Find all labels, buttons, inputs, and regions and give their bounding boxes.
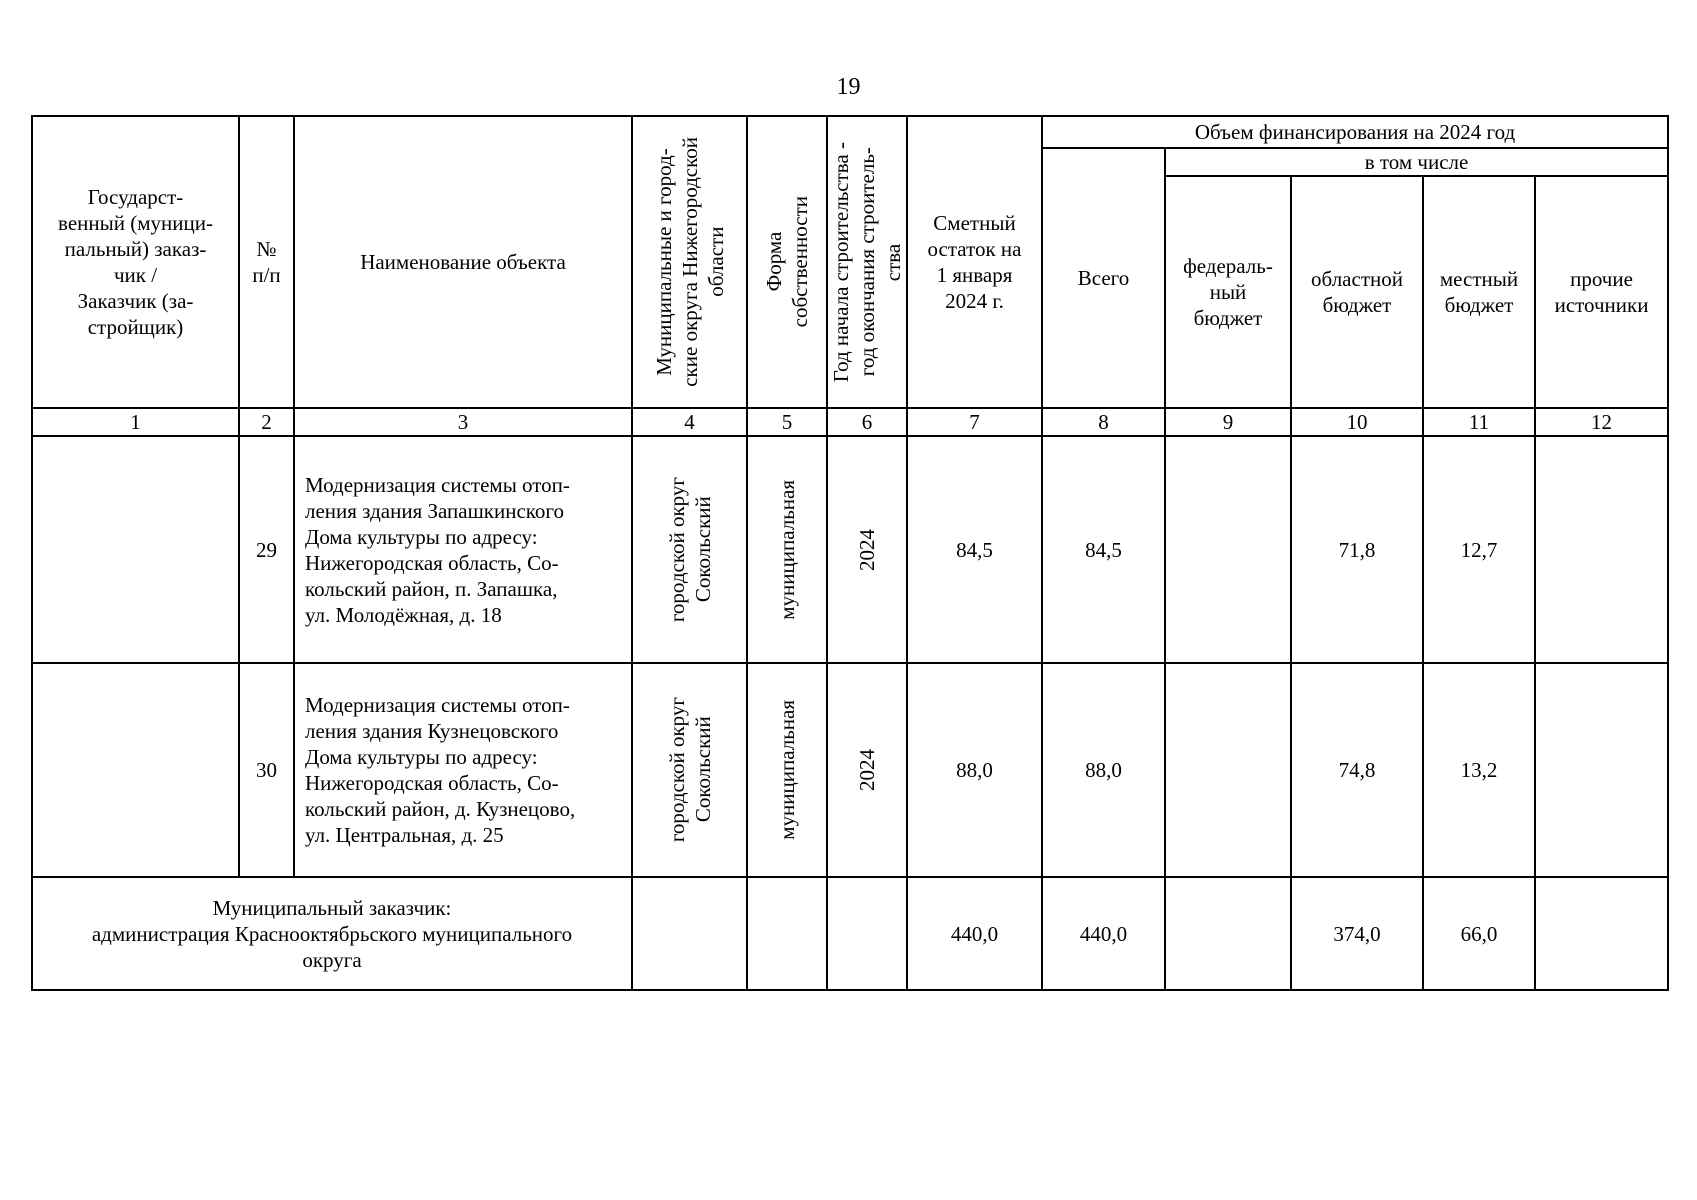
district-cell: городской округ Сокольский (632, 663, 747, 877)
customer-cell (32, 436, 239, 663)
other-cell (1535, 436, 1668, 663)
object-name: Модернизация системы отоп- ления здания Запашкинского Дома культуры по адресу: Нижегородская область, Со- кольский район, п. Запашка, ул. Молодёжная, д. 18 (294, 436, 632, 663)
total-cell: 440,0 (1042, 877, 1165, 990)
years-cell: 2024 (827, 436, 907, 663)
header-other-sources: прочие источники (1535, 176, 1668, 408)
row-number: 29 (239, 436, 294, 663)
federal-cell (1165, 663, 1291, 877)
column-number: 12 (1535, 408, 1668, 436)
other-cell (1535, 877, 1668, 990)
total-row (32, 877, 1668, 990)
regional-cell: 74,8 (1291, 663, 1423, 877)
estimate-cell: 84,5 (907, 436, 1042, 663)
header-estimate-balance: Сметный остаток на 1 января 2024 г. (907, 116, 1042, 408)
column-number: 6 (827, 408, 907, 436)
column-number: 7 (907, 408, 1042, 436)
column-number: 9 (1165, 408, 1291, 436)
total-row-label: Муниципальный заказчик: администрация Краснооктябрьского муниципального округа (32, 877, 632, 990)
header-total: Всего (1042, 148, 1165, 408)
local-cell: 13,2 (1423, 663, 1535, 877)
district-cell: городской округ Сокольский (632, 436, 747, 663)
estimate-cell: 440,0 (907, 877, 1042, 990)
table-row (32, 663, 1668, 877)
column-number: 10 (1291, 408, 1423, 436)
column-number: 5 (747, 408, 827, 436)
object-name: Модернизация системы отоп- ления здания Кузнецовского Дома культуры по адресу: Нижегородская область, Со- кольский район, д. Кузнецово, ул. Центральная, д. 25 (294, 663, 632, 877)
column-number: 1 (32, 408, 239, 436)
header-district: Муниципальные и город- ские округа Нижегородской области (632, 116, 747, 408)
ownership-cell (747, 877, 827, 990)
regional-cell: 71,8 (1291, 436, 1423, 663)
header-regional-budget: областной бюджет (1291, 176, 1423, 408)
ownership-cell: муниципальная (747, 436, 827, 663)
ownership-cell: муниципальная (747, 663, 827, 877)
federal-cell (1165, 436, 1291, 663)
years-cell: 2024 (827, 663, 907, 877)
header-object-name: Наименование объекта (294, 116, 632, 408)
row-number: 30 (239, 663, 294, 877)
header-customer: Государст- венный (муници- пальный) заказ- чик / Заказчик (за- стройщик) (32, 116, 239, 408)
header-number: № п/п (239, 116, 294, 408)
header-construction-years: Год начала строительства - год окончания строитель- ства (827, 116, 907, 408)
table-row (32, 436, 1668, 663)
column-number: 8 (1042, 408, 1165, 436)
header-ownership: Форма собственности (747, 116, 827, 408)
page-number: 19 (836, 74, 861, 100)
header-local-budget: местный бюджет (1423, 176, 1535, 408)
column-number: 11 (1423, 408, 1535, 436)
column-number: 2 (239, 408, 294, 436)
district-cell (632, 877, 747, 990)
column-numbers-row (32, 408, 1668, 436)
total-cell: 84,5 (1042, 436, 1165, 663)
regional-cell: 374,0 (1291, 877, 1423, 990)
column-number: 4 (632, 408, 747, 436)
header-financing-title: Объем финансирования на 2024 год (1042, 116, 1668, 148)
estimate-cell: 88,0 (907, 663, 1042, 877)
other-cell (1535, 663, 1668, 877)
local-cell: 66,0 (1423, 877, 1535, 990)
customer-cell (32, 663, 239, 877)
header-including: в том числе (1165, 148, 1668, 176)
local-cell: 12,7 (1423, 436, 1535, 663)
column-number: 3 (294, 408, 632, 436)
total-cell: 88,0 (1042, 663, 1165, 877)
years-cell (827, 877, 907, 990)
header-federal-budget: федераль- ный бюджет (1165, 176, 1291, 408)
federal-cell (1165, 877, 1291, 990)
financing-table (31, 115, 1669, 991)
